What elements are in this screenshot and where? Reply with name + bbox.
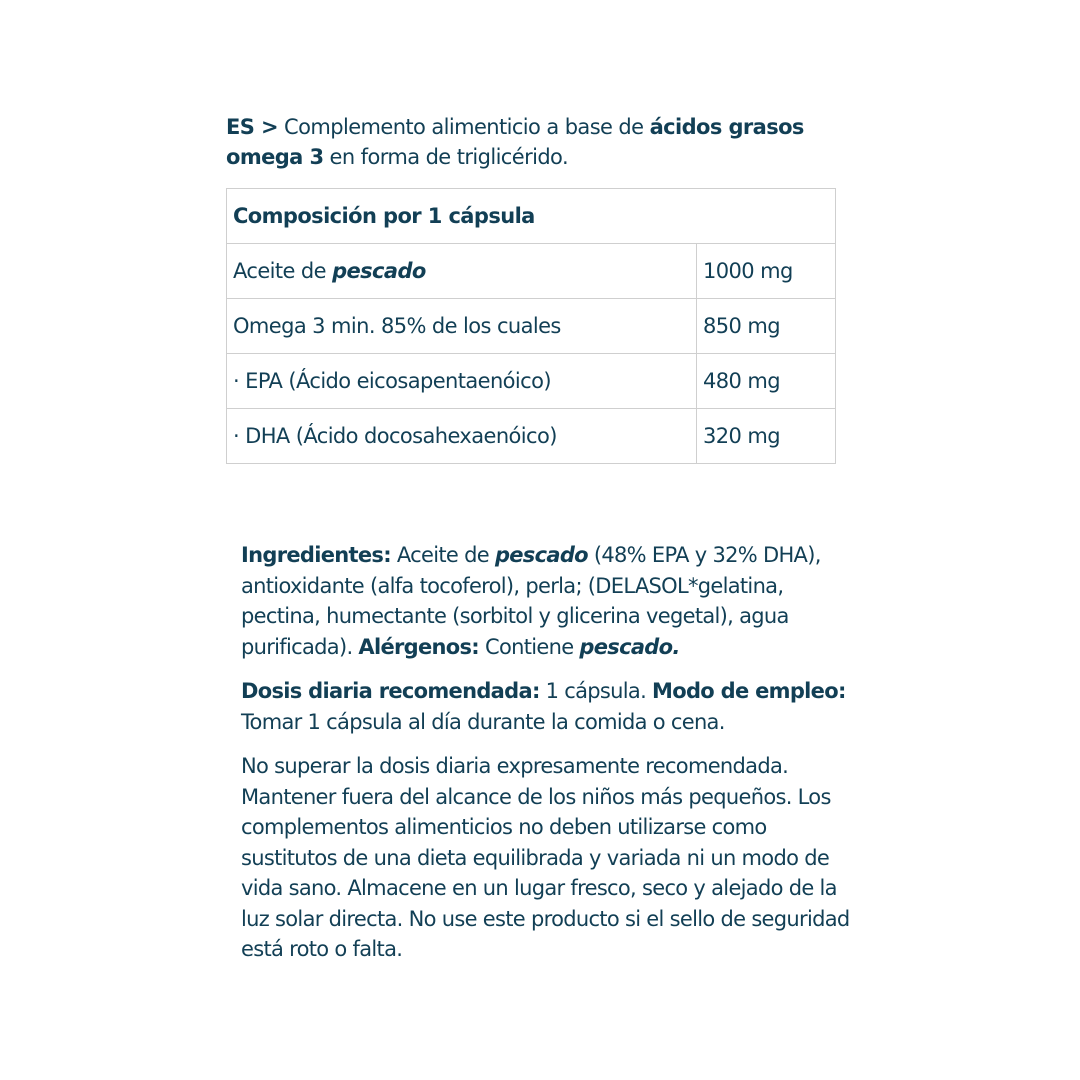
table-cell-value: 480 mg [697,354,836,409]
ingredients-label: Ingredientes: [241,543,391,567]
table-row [227,299,836,354]
table-cell-label: · EPA (Ácido eicosapentaenóico) [227,354,697,409]
row-label-text: Aceite de [233,259,333,283]
ingredients-emphasis: pescado [494,543,588,567]
table-cell-label: · DHA (Ácido docosahexaenóico) [227,409,697,464]
table-cell-value: 850 mg [697,299,836,354]
usage-text: Tomar 1 cápsula al día durante la comida o cena. [241,709,725,734]
table-row [227,354,836,409]
label-body [241,540,861,979]
allergens-text: Contiene [479,634,580,659]
description-text-end: en forma de triglicérido. [323,145,569,169]
product-description [226,112,866,172]
usage-label: Modo de empleo: [652,679,846,703]
description-highlight: ácidos grasos omega 3 [226,115,804,169]
dosage-text: 1 cápsula. [539,679,653,703]
table-cell-label: Omega 3 min. 85% de los cuales [227,299,697,354]
allergens-emphasis: pescado. [579,634,680,659]
table-row [227,244,836,299]
composition-table [226,188,836,464]
dosage-paragraph [241,676,861,737]
row-label-emphasis: pescado [332,259,426,283]
warnings-paragraph: No superar la dosis diaria expresamente recomendada. Mantener fuera del alcance de los niños más pequeños. Los complementos alimenticios no deben utilizarse como sustitutos de una dieta equilibrada y variada ni un modo de vida sano. Almacene en un lugar fresco, seco y alejado de la luz solar directa. No use este producto si el sello de seguridad está roto o falta. [241,754,850,961]
ingredients-text-continued: (48% EPA y 32% DHA), antioxidante (alfa tocoferol), perla; (DELASOL*gelatina, pectina, humectante (sorbitol y glicerina vegetal), agua purificada). [241,543,821,659]
composition-table-header: Composición por 1 cápsula [227,189,836,244]
table-row [227,409,836,464]
allergens-label: Alérgenos: [358,634,480,659]
description-text: Complemento alimenticio a base de [277,115,650,139]
table-cell-value: 1000 mg [697,244,836,299]
composition-table-header-row [227,189,836,244]
language-tag: ES > [226,115,278,139]
ingredients-paragraph [241,540,861,662]
table-cell-value: 320 mg [697,409,836,464]
ingredients-text: Aceite de [390,543,495,567]
dosage-label: Dosis diaria recomendada: [241,679,540,703]
table-cell-label [227,244,697,299]
